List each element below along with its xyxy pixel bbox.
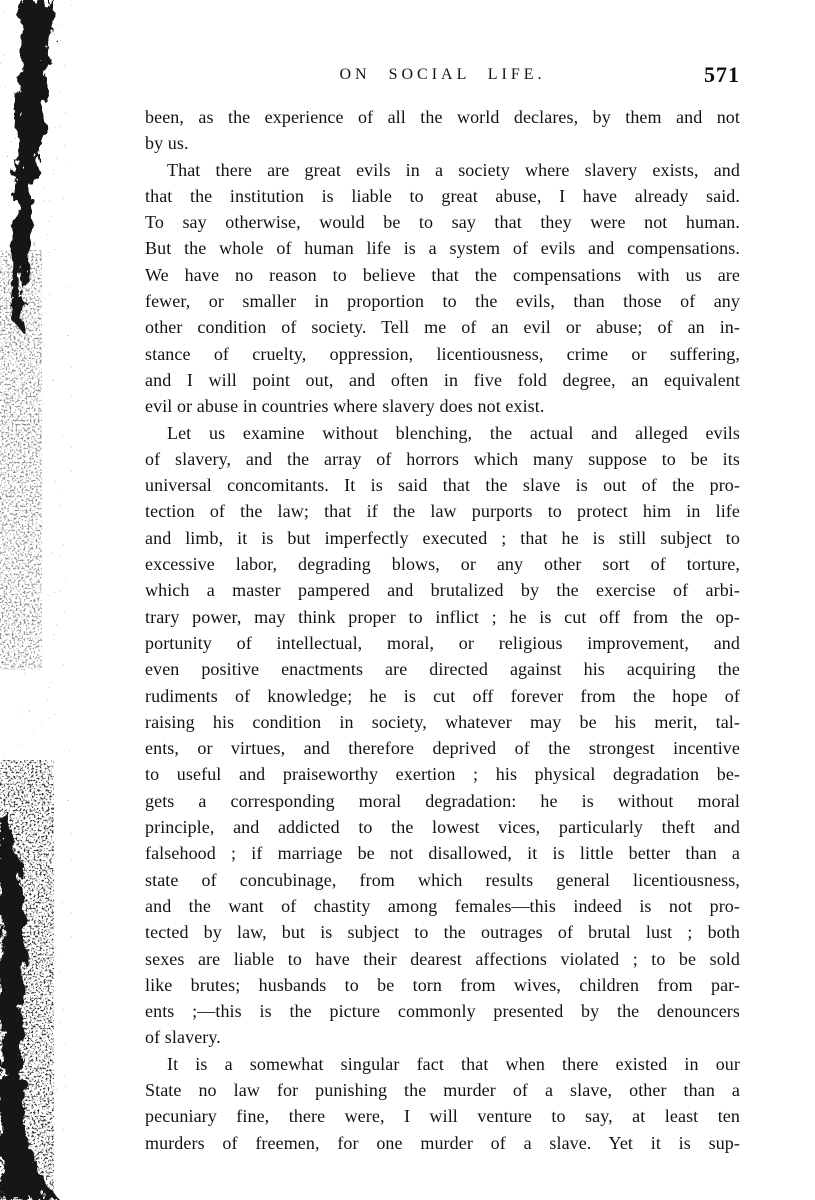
text-line: like brutes; husbands to be torn from wives, children from par- [145,974,740,995]
text-line: falsehood ; if marriage be not disallowed, it is little better than a [145,843,740,864]
text-line: that the institution is liable to great abuse, I have already said. [145,185,740,206]
text-line: stance of cruelty, oppression, licentiousness, crime or suffering, [145,343,740,364]
text-line: That there are great evils in a society where slavery exists, and [167,159,740,180]
text-line: to useful and praiseworthy exertion ; his physical degradation be- [145,764,740,785]
text-line: and limb, it is but imperfectly executed ; that he is still subject to [145,527,740,548]
page-header [145,62,740,92]
paragraph [145,1051,740,1156]
text-line: which a master pampered and brutalized by the exercise of arbi- [145,580,740,601]
text-line: even positive enactments are directed against his acquiring the [145,659,740,680]
text-line: trary power, may think proper to inflict ; he is cut off from the op- [145,606,740,627]
text-line: To say otherwise, would be to say that they were not human. [145,212,740,233]
text-line: sexes are liable to have their dearest affections violated ; to be sold [145,948,740,969]
text-line: fewer, or smaller in proportion to the evils, than those of any [145,291,740,312]
text-line: State no law for punishing the murder of a slave, other than a [145,1079,740,1100]
text-line: and the want of chastity among females—this indeed is not pro- [145,895,740,916]
text-line: rudiments of knowledge; he is cut off forever from the hope of [145,685,740,706]
text-line: been, as the experience of all the world declares, by them and not [145,107,740,127]
page-number: 571 [704,62,740,87]
text-line: and I will point out, and often in five fold degree, an equivalent [145,369,740,390]
page-body [145,104,740,1156]
text-line: Let us examine without blenching, the actual and alleged evils [167,422,740,443]
text-line: tection of the law; that if the law purports to protect him in life [145,501,740,522]
text-line: state of concubinage, from which results general licentiousness, [145,869,740,890]
text-line: other condition of society. Tell me of an evil or abuse; of an in- [145,317,740,338]
text-line: by us. [145,133,189,154]
text-line: of slavery. [145,1027,221,1048]
text-line: It is a somewhat singular fact that when there existed in our [167,1053,740,1074]
text-line: ents, or virtues, and therefore deprived of the strongest incentive [145,738,740,759]
text-line: raising his condition in society, whatever may be his merit, tal- [145,711,740,732]
text-line: portunity of intellectual, moral, or religious improvement, and [145,632,740,653]
text-line: principle, and addicted to the lowest vices, particularly theft and [145,817,740,838]
text-line: ents ;—this is the picture commonly presented by the denouncers [145,1001,740,1022]
text-line: universal concomitants. It is said that the slave is out of the pro- [145,475,740,496]
text-line: evil or abuse in countries where slavery does not exist. [145,396,545,417]
paragraph [145,157,740,420]
paragraph [145,104,740,157]
text-line: gets a corresponding moral degradation: he is without moral [145,790,740,811]
text-line: pecuniary fine, there were, I will venture to say, at least ten [145,1106,740,1127]
text-line: We have no reason to believe that the compensations with us are [145,264,740,285]
text-line: of slavery, and the array of horrors which many suppose to be its [145,448,740,469]
text-line: excessive labor, degrading blows, or any other sort of torture, [145,554,740,575]
running-title: ON SOCIAL LIFE. [339,66,546,83]
text-line: tected by law, but is subject to the outrages of brutal lust ; both [145,922,740,943]
paragraph [145,420,740,1051]
scan-gutter-noise [0,0,120,1200]
text-line: murders of freemen, for one murder of a slave. Yet it is sup- [145,1132,740,1153]
text-line: But the whole of human life is a system of evils and compensations. [145,238,740,259]
